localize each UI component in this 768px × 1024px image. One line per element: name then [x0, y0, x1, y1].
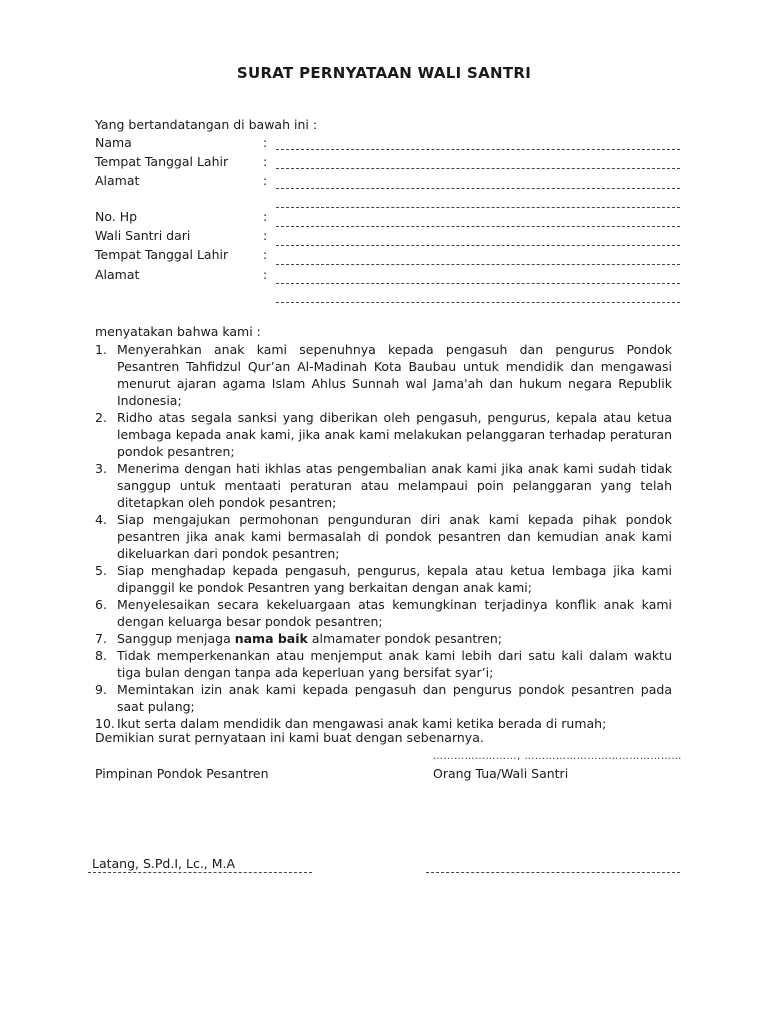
- list-text-bold: nama baik: [234, 631, 308, 646]
- left-signer-name: Latang, S.Pd.I, Lc., M.A: [92, 856, 236, 871]
- list-number: 1.: [95, 342, 107, 357]
- list-text: Menerima dengan hati ikhlas atas pengembalian anak kami jika anak kami sudah tidak sanggup untuk mentaati peraturan atau melampaui poin pelanggaran yang telah ditetapkan oleh pondok pesantren;: [117, 461, 672, 510]
- list-text: Tidak memperkenankan atau menjemput anak kami lebih dari satu kali dalam waktu tiga bulan dengan tanpa ada keperluan yang bersifat syar’i;: [117, 648, 672, 680]
- list-text: Siap mengajukan permohonan pengunduran diri anak kami kepada pihak pondok pesantren jika anak kami bermasalah di pondok pesantren dan kemudian anak kami dikeluarkan dari pondok pesantren;: [117, 512, 672, 561]
- list-number: 2.: [95, 410, 107, 425]
- fill-in-line[interactable]: [276, 226, 680, 227]
- document-title: SURAT PERNYATAAN WALI SANTRI: [236, 64, 532, 82]
- list-number: 5.: [95, 563, 107, 578]
- field-colon: :: [263, 228, 268, 243]
- field-label-nohp: No. Hp: [95, 209, 138, 224]
- list-text: Ikut serta dalam mendidik dan mengawasi anak kami ketika berada di rumah;: [117, 716, 607, 731]
- field-label-alamat: Alamat: [95, 173, 140, 188]
- list-item: [95, 562, 672, 596]
- list-item: [95, 409, 672, 460]
- list-number: 10.: [95, 716, 115, 731]
- left-signature-line: [88, 872, 312, 873]
- list-item: [95, 511, 672, 562]
- field-colon: :: [263, 209, 268, 224]
- fill-in-line[interactable]: [276, 168, 680, 169]
- list-number: 9.: [95, 682, 107, 697]
- intro-text: Yang bertandatangan di bawah ini :: [95, 117, 318, 132]
- closing-text: Demikian surat pernyataan ini kami buat dengan sebenarnya.: [95, 730, 484, 745]
- field-label-ttl: Tempat Tanggal Lahir: [95, 154, 229, 169]
- right-signature-line[interactable]: [426, 872, 680, 873]
- field-colon: :: [263, 135, 268, 150]
- field-label-nama: Nama: [95, 135, 132, 150]
- field-colon: :: [263, 267, 268, 282]
- list-text-after: almamater pondok pesantren;: [307, 631, 502, 646]
- fill-in-line[interactable]: [276, 283, 680, 284]
- fill-in-line[interactable]: [276, 207, 680, 208]
- list-text-before: Sanggup menjaga: [117, 631, 235, 646]
- field-label-wali-santri-dari: Wali Santri dari: [95, 228, 191, 243]
- field-colon: :: [263, 154, 268, 169]
- list-text: Menyerahkan anak kami sepenuhnya kepada pengasuh dan pengurus Pondok Pesantren Tahfidzul Qur’an Al-Madinah Kota Baubau untuk mendidik dan mengawasi menurut ajaran agama Islam Ahlus Sunnah wal Jama'ah dan hukum negara Republik Indonesia;: [117, 342, 672, 408]
- fill-in-line[interactable]: [276, 149, 680, 150]
- list-item: [95, 630, 672, 647]
- list-text: Ridho atas segala sanksi yang diberikan oleh pengasuh, pengurus, kepala atau ketua lembaga kepada anak kami, jika anak kami melakukan pelanggaran terhadap peraturan pondok pesantren;: [117, 410, 672, 459]
- field-colon: :: [263, 247, 268, 262]
- statement-intro: menyatakan bahwa kami :: [95, 324, 261, 339]
- left-signer-role: Pimpinan Pondok Pesantren: [95, 766, 269, 781]
- field-colon: :: [263, 173, 268, 188]
- place-date-line[interactable]: ……………………, ………………………………………: [433, 751, 682, 762]
- right-signer-role: Orang Tua/Wali Santri: [433, 766, 569, 781]
- list-text: Memintakan izin anak kami kepada pengasuh dan pengurus pondok pesantren pada saat pulang;: [117, 682, 672, 714]
- list-number: 4.: [95, 512, 107, 527]
- fill-in-line[interactable]: [276, 188, 680, 189]
- statement-list: [95, 341, 672, 732]
- list-number: 6.: [95, 597, 107, 612]
- fill-in-line[interactable]: [276, 302, 680, 303]
- field-label-alamat-santri: Alamat: [95, 267, 140, 282]
- list-number: 3.: [95, 461, 107, 476]
- list-text: Menyelesaikan secara kekeluargaan atas kemungkinan terjadinya konflik anak kami dengan keluarga besar pondok pesantren;: [117, 597, 672, 629]
- list-item: [95, 460, 672, 511]
- fill-in-line[interactable]: [276, 245, 680, 246]
- list-item: [95, 341, 672, 409]
- field-label-ttl-santri: Tempat Tanggal Lahir: [95, 247, 229, 262]
- list-number: 7.: [95, 631, 107, 646]
- list-item: [95, 596, 672, 630]
- list-item: [95, 647, 672, 681]
- fill-in-line[interactable]: [276, 264, 680, 265]
- list-text: Siap menghadap kepada pengasuh, pengurus, kepala atau ketua lembaga jika kami dipanggil ke pondok Pesantren yang berkaitan dengan anak kami;: [117, 563, 672, 595]
- list-number: 8.: [95, 648, 107, 663]
- list-item: [95, 681, 672, 715]
